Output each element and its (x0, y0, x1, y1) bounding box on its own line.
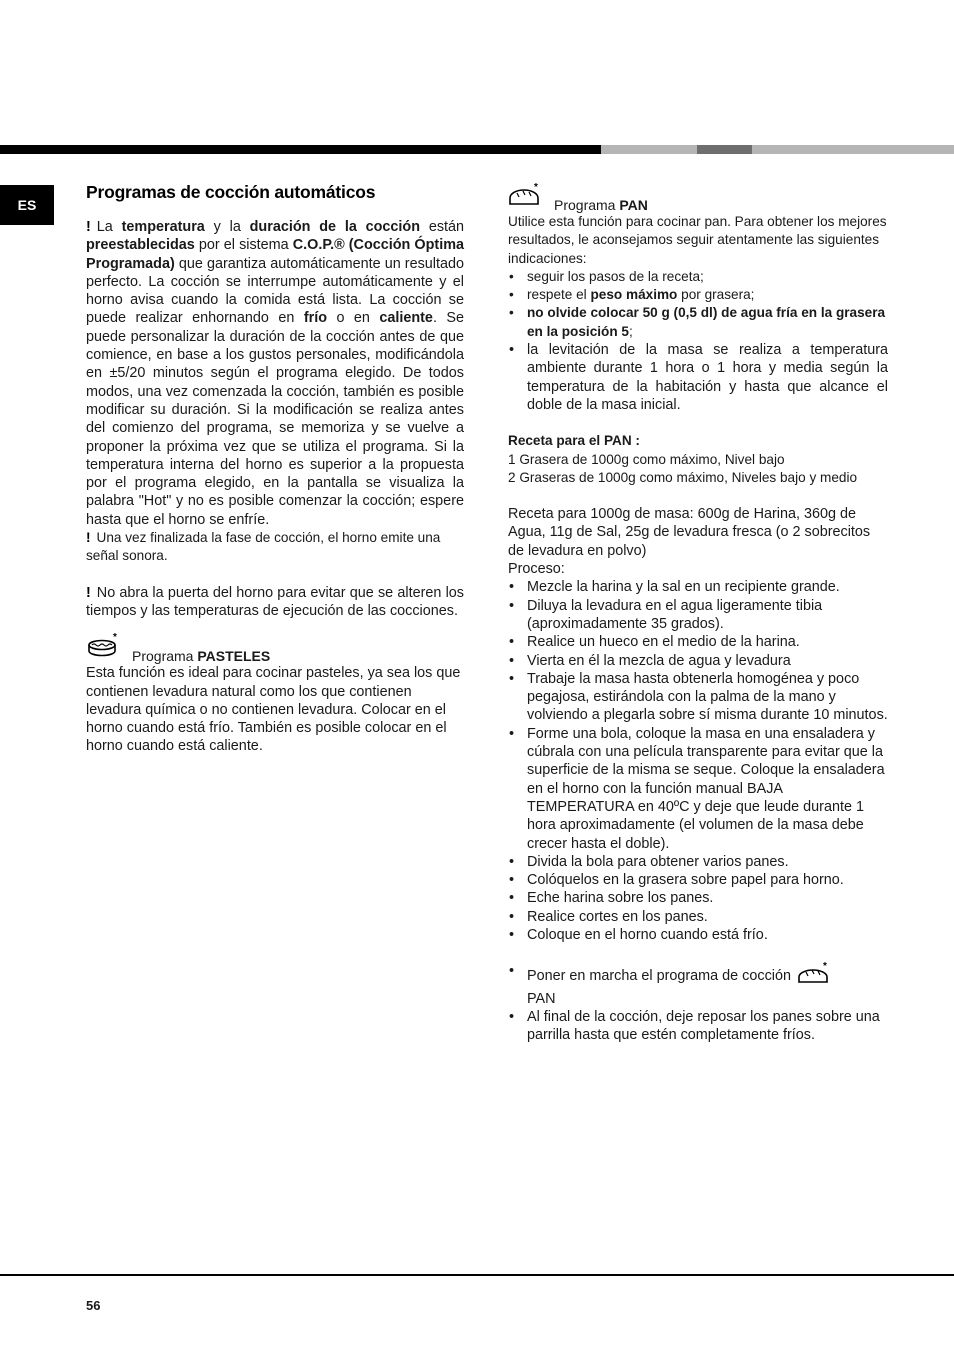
list-item-text: Poner en marcha el programa de cocción (527, 968, 791, 985)
list-item-text: ; (628, 323, 633, 339)
process-step: • Realice cortes en los panes. (508, 908, 888, 926)
intro-bold-preestablecidas: preestablecidas (86, 237, 195, 254)
note-door (86, 584, 464, 621)
warning-mark: ! (86, 530, 91, 546)
bread-icon (508, 182, 544, 213)
process-step: • Divida la bola para obtener varios panes. (508, 853, 888, 871)
program-pasteles-heading (86, 632, 464, 665)
process-step: • Mezcle la harina y la sal en un recipiente grande. (508, 578, 888, 596)
list-item (508, 304, 888, 341)
note-sound-text: Una vez finalizada la fase de cocción, el horno emite una señal sonora. (86, 530, 441, 564)
intro-bold-temperatura: temperatura (121, 219, 205, 235)
list-item-bold: peso máximo (590, 287, 678, 303)
pasteles-description: Esta función es ideal para cocinar pasteles, ya sea los que contienen levadura natural como los que contienen levadura química o no contienen levadura. Colocar en el horno cuando está frío. También es posible colocar en el horno cuando está caliente. (86, 665, 461, 755)
right-column (508, 181, 888, 1044)
list-item-text: por grasera; (677, 287, 755, 303)
bread-icon (797, 962, 833, 989)
recipe-title (508, 432, 888, 450)
program-pan-heading (508, 181, 888, 213)
top-bar-gray-segment-right (752, 145, 954, 154)
process-step: • Forme una bola, coloque la masa en una ensaladera y cúbrala con una película transparente para evitar que la superficie de la misma se seque. Coloque la ensaladera en el horno con la función manual BAJA TEMPERATURA en 40ºC y deje que leude durante 1 hora aproximadamente (el volumen de la masa debe crecer hasta el doble). (508, 725, 888, 853)
top-bar-black-segment (0, 145, 601, 154)
process-step: • Realice un hueco en el medio de la harina. (508, 633, 888, 651)
svg-text:*: * (113, 632, 117, 643)
program-prefix: Programa (554, 197, 620, 213)
program-pasteles-label (132, 648, 270, 664)
intro-bold-caliente: caliente (379, 310, 433, 327)
intro-text: que garantiza automáticamente un resultado perfecto. La cocción se interrumpe automáticamente y el horno avisa cuando la comida está lista. La cocción se puede realizar enhornando en (86, 255, 464, 327)
intro-text: por el sistema (194, 237, 293, 254)
list-item-bold: no olvide colocar 50 g (0,5 dl) de agua fría en la grasera en la posición 5 (527, 305, 886, 339)
program-pan-label (554, 197, 648, 213)
final-steps-list (508, 962, 888, 1044)
pan-intro: Utilice esta función para cocinar pan. Para obtener los mejores resultados, le aconsejamos seguir atentamente las siguientes indicaciones: (508, 214, 887, 266)
process-step: • Trabaje la masa hasta obtenerla homogénea y poco pegajosa, estirándola con la palma de la mano y volviendo a plegarla sobre sí misma durante 10 minutos. (508, 670, 888, 725)
left-column (86, 180, 464, 756)
cake-icon (86, 633, 122, 664)
process-step: • Vierta en él la mezcla de agua y levadura (508, 652, 888, 670)
list-item: • la levitación de la masa se realiza a temperatura ambiente durante 1 hora o 1 hora y media según la temperatura de la habitación y hasta que alcance el doble de la masa inicial. (508, 341, 888, 414)
list-item: • Al final de la cocción, deje reposar los panes sobre una parrilla hasta que estén completamente fríos. (508, 1008, 888, 1045)
program-name: PAN (619, 197, 648, 213)
svg-text:*: * (534, 181, 538, 193)
note-door-text: No abra la puerta del horno para evitar que se alteren los tiempos y las temperaturas de ejecución de las cocciones. (86, 584, 464, 619)
process-steps-list (508, 578, 888, 944)
intro-bold-frio: frío (303, 310, 327, 327)
footer-rule (0, 1274, 954, 1276)
list-item-text: PAN (527, 990, 556, 1007)
recipe-title-text: Receta para el PAN : (508, 433, 640, 449)
warning-mark: ! (86, 219, 91, 235)
intro-text: y la (204, 219, 250, 235)
recipe-line: 1 Grasera de 1000g como máximo, Nivel bajo (508, 451, 785, 467)
page-number: 56 (86, 1298, 101, 1313)
process-step: • Colóquelos en la grasera sobre papel para horno. (508, 871, 888, 889)
process-step: • Diluya la levadura en el agua ligeramente tibia (aproximadamente 35 grados). (508, 597, 888, 634)
intro-paragraph (86, 218, 464, 529)
process-step: • Coloque en el horno cuando está frío. (508, 926, 888, 944)
top-color-bar (0, 145, 954, 154)
intro-text: . Se puede personalizar la duración de la cocción antes de que comience, en base a los gustos personales, modificándola en ±5/20 minutos según el programa elegido. De todos modos, una vez comenzada la cocción, también es posible modificar su duración. Si la modificación se realiza antes del comienzo del programa, se memoriza y se vuelve a proponer la próxima vez que se utiliza el programa. Si la temperatura interna del horno es superior a la propuesta por el programa elegido, en la pantalla se visualiza la palabra "Hot" y no es posible comenzar la cocción; espere hasta que el horno se enfríe. (86, 310, 464, 528)
section-title: Programas de cocción automáticos (86, 182, 376, 202)
program-name: PASTELES (197, 648, 271, 665)
list-item: • seguir los pasos de la receta; (508, 268, 888, 286)
svg-text:*: * (822, 962, 827, 973)
recipe-line: 2 Graseras de 1000g como máximo, Niveles bajo y medio (508, 469, 858, 485)
top-bar-gray-segment (601, 145, 697, 154)
intro-text: o en (327, 310, 380, 327)
intro-bold-duracion: duración de la cocción (249, 219, 421, 235)
list-item (508, 286, 888, 304)
warning-mark: ! (86, 584, 91, 601)
intro-bold-cop: C.O.P.® (Cocción Óptima Programada) (86, 237, 464, 272)
process-label: Proceso: (508, 561, 565, 578)
note-sound (86, 529, 464, 566)
intro-text: están (420, 219, 465, 235)
program-prefix: Programa (132, 648, 198, 665)
intro-text: La (96, 219, 122, 235)
recipe-ingredients: Receta para 1000g de masa: 600g de Harina, 360g de Agua, 11g de Sal, 25g de levadura fresca (o 2 sobrecitos de levadura en polvo) (508, 506, 871, 559)
list-item (508, 962, 888, 1008)
pan-tips-list (508, 268, 888, 414)
list-item-text: respete el (527, 287, 591, 303)
language-tab: ES (0, 185, 54, 225)
top-bar-dark-segment (697, 145, 752, 154)
process-step: • Eche harina sobre los panes. (508, 889, 888, 907)
